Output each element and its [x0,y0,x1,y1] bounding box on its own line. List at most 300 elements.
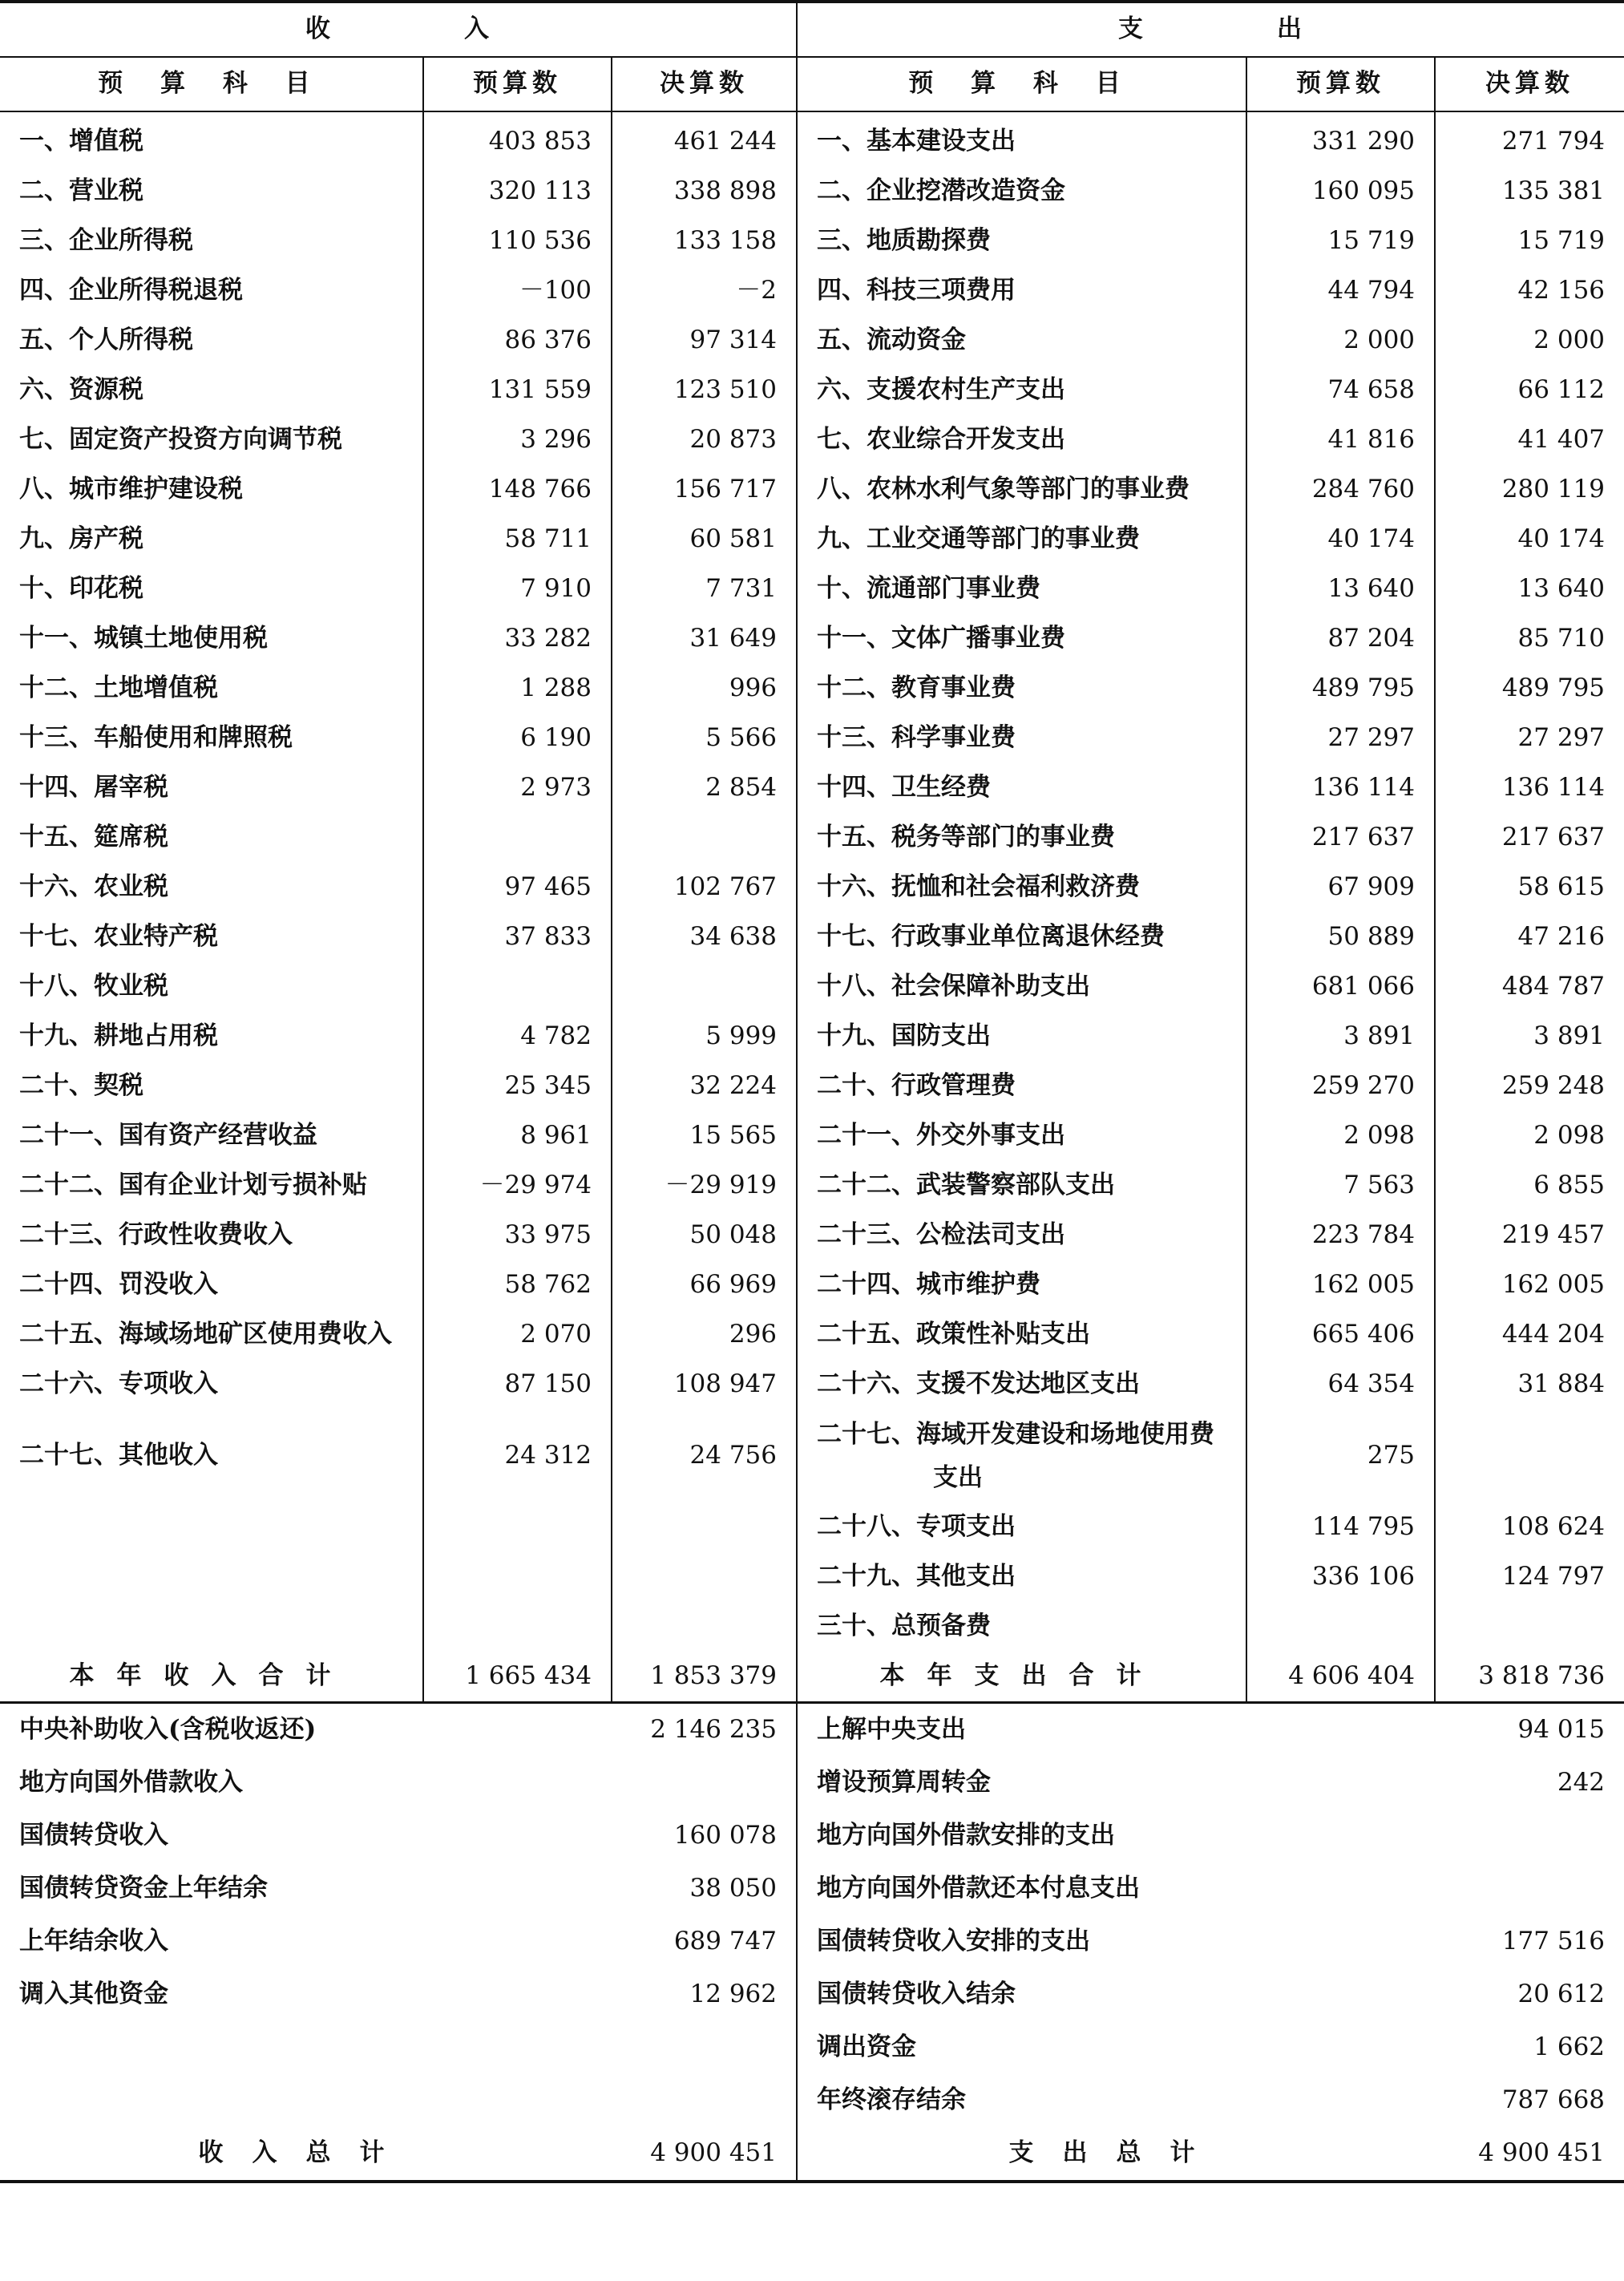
expenditure-item-final: 58 615 [1435,863,1624,912]
income-item-final [612,962,797,1012]
expenditure-balance-value: 20 612 [1517,1980,1606,2009]
income-balance-label [0,2021,612,2074]
income-item-final: 66 969 [612,1260,797,1310]
expenditure-item-label [797,465,1246,515]
expenditure-balance-value [1435,1810,1624,1862]
expenditure-item-label [797,1502,1246,1552]
income-balance-value: 38 050 [689,1874,778,1903]
expenditure-item-final: 47 216 [1435,912,1624,962]
income-item-final: 5 999 [612,1012,797,1062]
expenditure-item-label-text: 十五、税务等部门的事业费 [817,823,1116,852]
income-final-header: 决算数 [612,57,797,111]
income-balance-label: 上年结余收入 [19,1927,168,1956]
income-item-label: 十三、车船使用和牌照税 [19,723,293,753]
balance-row [0,1915,1624,1968]
expenditure-item-budget: 40 174 [1246,515,1435,564]
income-item-budget [423,1602,612,1652]
table-row [0,614,1624,664]
expenditure-balance-label: 上解中央支出 [797,1703,1435,1757]
expenditure-item-budget: 87 204 [1246,614,1435,664]
expenditure-item-label [797,1211,1246,1260]
expenditure-item-label [797,664,1246,714]
table-row [0,415,1624,465]
balance-row [0,1968,1624,2021]
income-item-label: 七、固定资产投资方向调节税 [19,425,342,455]
expenditure-item-label-text: 二十二、武装警察部队支出 [817,1171,1116,1200]
expenditure-item-final: 108 624 [1435,1502,1624,1552]
expenditure-item-budget: 50 889 [1246,912,1435,962]
income-item-budget: 33 282 [423,614,612,664]
income-total-label: 本年收入合计 [0,1652,423,1703]
expenditure-item-final: 85 710 [1435,614,1624,664]
expenditure-grand-total-label: 支出总计 [797,2127,1435,2182]
expenditure-item-label-text: 十四、卫生经费 [817,773,992,803]
expenditure-item-budget: 64 354 [1246,1360,1435,1409]
balance-row [0,1810,1624,1862]
expenditure-item-final: 489 795 [1435,664,1624,714]
expenditure-item-budget: 7 563 [1246,1161,1435,1211]
income-item-budget: 3 296 [423,415,612,465]
expenditure-item-budget: 489 795 [1246,664,1435,714]
income-balance-value [612,1757,797,1810]
table-row [0,1161,1624,1211]
income-item-final: 156 717 [612,465,797,515]
income-item-label: 三、企业所得税 [19,226,193,256]
expenditure-item-label-text: 二十四、城市维护费 [817,1270,1041,1300]
income-item-label: 二十六、专项收入 [19,1369,218,1399]
table-row [0,1260,1624,1310]
income-balance-value [612,2074,797,2127]
income-section-header: 收 入 [0,2,797,57]
expenditure-item-label-text: 二十一、外交外事支出 [817,1121,1066,1151]
table-row [0,167,1624,216]
income-item-label: 二十七、其他收入 [19,1441,218,1470]
income-item-final: 102 767 [612,863,797,912]
expenditure-item-label [797,515,1246,564]
income-item-final: 60 581 [612,515,797,564]
expenditure-item-label [797,962,1246,1012]
expenditure-item-budget: 114 795 [1246,1502,1435,1552]
table-row [0,1211,1624,1260]
income-grand-total-value: 4 900 451 [612,2127,797,2182]
income-item-final [612,813,797,863]
grand-totals [0,2127,1624,2182]
expenditure-balance-label: 地方向国外借款安排的支出 [797,1810,1435,1862]
expenditure-item-label [797,366,1246,415]
balance-row [0,2074,1624,2127]
expenditure-item-label [797,714,1246,763]
income-item-budget [423,1502,612,1552]
income-item-final: 461 244 [612,111,797,167]
annual-total-row [0,1652,1624,1703]
expenditure-item-label [797,1409,1246,1502]
income-balance-value [612,2021,797,2074]
income-item-label: 十六、农业税 [19,872,168,902]
income-item-final: 2 854 [612,763,797,813]
income-grand-total-label: 收入总计 [0,2127,612,2182]
expenditure-item-label-text: 二十九、其他支出 [817,1562,1016,1591]
income-item-budget: 97 465 [423,863,612,912]
income-item-budget: 87 150 [423,1360,612,1409]
expenditure-item-label-text: 二十三、公检法司支出 [817,1220,1066,1250]
income-item-label: 二、营业税 [19,176,143,206]
expenditure-balance-label: 年终滚存结余 [797,2074,1435,2127]
income-item-budget: 58 711 [423,515,612,564]
expenditure-item-budget: 2 000 [1246,316,1435,366]
expenditure-section-header: 支 出 [797,2,1624,57]
income-item-budget: 1 288 [423,664,612,714]
expenditure-item-final [1435,1602,1624,1652]
expenditure-total-label: 本年支出合计 [797,1652,1246,1703]
expenditure-item-budget: 284 760 [1246,465,1435,515]
expenditure-item-label-text: 二十五、政策性补贴支出 [817,1320,1091,1349]
expenditure-item-final: 219 457 [1435,1211,1624,1260]
expenditure-item-final: 162 005 [1435,1260,1624,1310]
expenditure-item-final: 41 407 [1435,415,1624,465]
expenditure-item-budget: 67 909 [1246,863,1435,912]
expenditure-item-label [797,912,1246,962]
expenditure-item-final: 31 884 [1435,1360,1624,1409]
income-item-final [612,1502,797,1552]
expenditure-item-final: 3 891 [1435,1012,1624,1062]
income-item-final: 24 756 [612,1409,797,1502]
income-item-budget: 2 070 [423,1310,612,1360]
table-row [0,1062,1624,1111]
expenditure-item-budget: 223 784 [1246,1211,1435,1260]
annual-totals [0,1652,1624,1703]
expenditure-item-label [797,1360,1246,1409]
income-balance-label: 地方向国外借款收入 [19,1768,243,1798]
table-row [0,1502,1624,1552]
income-item-budget: 131 559 [423,366,612,415]
expenditure-item-label [797,1062,1246,1111]
expenditure-balance-label: 国债转贷收入结余 [797,1968,1435,2021]
expenditure-item-label [797,111,1246,167]
expenditure-balance-value: 1 662 [1533,2032,1606,2062]
expenditure-balance-label: 调出资金 [797,2021,1435,2074]
expenditure-item-final [1435,1409,1624,1502]
income-item-label: 十九、耕地占用税 [19,1021,218,1051]
expenditure-item-label-text: 十二、教育事业费 [817,673,1016,703]
expenditure-balance-label: 增设预算周转金 [797,1757,1435,1810]
expenditure-item-label [797,813,1246,863]
expenditure-subject-header: 预 算 科 目 [797,57,1246,111]
expenditure-item-label [797,1552,1246,1602]
expenditure-item-budget: 259 270 [1246,1062,1435,1111]
expenditure-item-final: 15 719 [1435,216,1624,266]
income-item-final: 15 565 [612,1111,797,1161]
expenditure-item-budget: 160 095 [1246,167,1435,216]
income-item-budget [423,813,612,863]
expenditure-grand-total-value: 4 900 451 [1435,2127,1624,2182]
expenditure-item-final: 2 098 [1435,1111,1624,1161]
income-balance-label: 中央补助收入(含税收返还) [19,1715,317,1745]
expenditure-item-label-text: 二十、行政管理费 [817,1071,1016,1101]
income-item-final [612,1552,797,1602]
table-row [0,216,1624,266]
income-item-budget [423,962,612,1012]
expenditure-balance-label: 地方向国外借款还本付息支出 [797,1862,1435,1915]
expenditure-item-label-text: 八、农林水利气象等部门的事业费 [817,475,1190,504]
table-row [0,366,1624,415]
income-item-label: 十八、牧业税 [19,972,168,1001]
income-item-budget: 37 833 [423,912,612,962]
income-item-budget: －100 [423,266,612,316]
expenditure-item-label [797,1111,1246,1161]
expenditure-item-budget: 331 290 [1246,111,1435,167]
income-item-label: 十七、农业特产税 [19,922,218,952]
expenditure-item-label-text: 十三、科学事业费 [817,723,1016,753]
income-item-budget: 6 190 [423,714,612,763]
income-item-budget: 58 762 [423,1260,612,1310]
expenditure-balance-value: 242 [1557,1768,1606,1798]
expenditure-item-label-continued: 支出 [933,1463,984,1492]
income-item-label: 四、企业所得税退税 [19,276,243,305]
income-item-label: 二十一、国有资产经营收益 [19,1121,317,1151]
expenditure-item-final: 135 381 [1435,167,1624,216]
expenditure-item-label-text: 二十八、专项支出 [817,1512,1016,1542]
expenditure-item-final: 124 797 [1435,1552,1624,1602]
table-row [0,1111,1624,1161]
income-budget-header: 预算数 [423,57,612,111]
income-item-label: 二十、契税 [19,1071,143,1101]
table-row [0,1602,1624,1652]
income-item-final: 123 510 [612,366,797,415]
table-row [0,714,1624,763]
income-item-label [0,1552,423,1602]
balance-row [0,2021,1624,2074]
income-item-label: 二十二、国有企业计划亏损补贴 [19,1171,367,1200]
expenditure-balance-value: 177 516 [1501,1927,1606,1956]
expenditure-item-final: 217 637 [1435,813,1624,863]
income-balance-value: 2 146 235 [650,1715,778,1745]
expenditure-item-budget: 665 406 [1246,1310,1435,1360]
income-item-label: 十二、土地增值税 [19,673,218,703]
income-balance-label [0,2074,612,2127]
income-item-budget: 4 782 [423,1012,612,1062]
income-total-final: 1 853 379 [612,1652,797,1703]
table-row [0,1552,1624,1602]
expenditure-item-label [797,1260,1246,1310]
grand-total-row [0,2127,1624,2182]
table-row [0,266,1624,316]
income-item-budget: 24 312 [423,1409,612,1502]
expenditure-item-label [797,1012,1246,1062]
expenditure-item-budget: 3 891 [1246,1012,1435,1062]
income-item-budget: 25 345 [423,1062,612,1111]
expenditure-item-label-text: 六、支援农村生产支出 [817,375,1066,405]
income-item-budget: 86 376 [423,316,612,366]
expenditure-item-label-text: 九、工业交通等部门的事业费 [817,524,1141,554]
expenditure-item-budget [1246,1602,1435,1652]
expenditure-item-label-text: 三、地质勘探费 [817,226,992,256]
expenditure-item-label-text: 七、农业综合开发支出 [817,425,1066,455]
income-item-label: 二十四、罚没收入 [19,1270,218,1300]
income-item-label: 二十三、行政性收费收入 [19,1220,293,1250]
income-item-label: 十一、城镇土地使用税 [19,624,268,653]
expenditure-final-header: 决算数 [1435,57,1624,111]
expenditure-item-label-text: 二十七、海域开发建设和场地使用费 [817,1419,1215,1449]
expenditure-balance-value [1435,1862,1624,1915]
expenditure-item-budget: 162 005 [1246,1260,1435,1310]
expenditure-item-label [797,763,1246,813]
income-balance-value: 12 962 [689,1980,778,2009]
income-total-budget: 1 665 434 [423,1652,612,1703]
expenditure-item-budget: 15 719 [1246,216,1435,266]
expenditure-item-label-text: 四、科技三项费用 [817,276,1016,305]
expenditure-item-final: 40 174 [1435,515,1624,564]
expenditure-total-budget: 4 606 404 [1246,1652,1435,1703]
table-row [0,813,1624,863]
table-row [0,1310,1624,1360]
expenditure-item-label [797,415,1246,465]
income-item-budget: 2 973 [423,763,612,813]
income-item-final: －29 919 [612,1161,797,1211]
income-item-label: 八、城市维护建设税 [19,475,243,504]
expenditure-item-final: 444 204 [1435,1310,1624,1360]
expenditure-item-final: 66 112 [1435,366,1624,415]
table-row [0,664,1624,714]
expenditure-budget-header: 预算数 [1246,57,1435,111]
income-item-final: 296 [612,1310,797,1360]
balance-row [0,1703,1624,1757]
expenditure-item-label [797,863,1246,912]
income-subject-header: 预 算 科 目 [0,57,423,111]
income-item-budget: 320 113 [423,167,612,216]
income-balance-value: 160 078 [673,1821,778,1850]
table-row [0,515,1624,564]
table-row [0,316,1624,366]
balance-items [0,1703,1624,2128]
expenditure-item-budget: 27 297 [1246,714,1435,763]
table-row [0,1360,1624,1409]
section-header-row [0,2,1624,57]
expenditure-item-final: 2 000 [1435,316,1624,366]
expenditure-item-budget: 275 [1246,1409,1435,1502]
income-item-label: 十、印花税 [19,574,143,604]
income-item-label: 一、增值税 [19,127,143,156]
income-item-label: 六、资源税 [19,375,143,405]
income-balance-value: 689 747 [673,1927,778,1956]
table-row [0,465,1624,515]
income-item-final: 338 898 [612,167,797,216]
table-row [0,912,1624,962]
income-item-label: 十四、屠宰税 [19,773,168,803]
income-item-label: 九、房产税 [19,524,143,554]
income-item-budget: 110 536 [423,216,612,266]
expenditure-item-budget: 13 640 [1246,564,1435,614]
income-item-final: 996 [612,664,797,714]
expenditure-item-label-text: 十八、社会保障补助支出 [817,972,1091,1001]
expenditure-item-budget: 41 816 [1246,415,1435,465]
expenditure-item-label-text: 十六、抚恤和社会福利救济费 [817,872,1141,902]
expenditure-item-label-text: 三十、总预备费 [817,1612,992,1641]
expenditure-item-final: 271 794 [1435,111,1624,167]
expenditure-item-label [797,564,1246,614]
expenditure-item-label [797,167,1246,216]
income-item-budget: 33 975 [423,1211,612,1260]
income-item-final: 7 731 [612,564,797,614]
income-item-label [0,1502,423,1552]
balance-row [0,1862,1624,1915]
income-item-budget: 8 961 [423,1111,612,1161]
expenditure-item-final: 136 114 [1435,763,1624,813]
income-balance-label: 调入其他资金 [19,1980,168,2009]
expenditure-item-final: 6 855 [1435,1161,1624,1211]
income-item-final: 31 649 [612,614,797,664]
expenditure-item-label-text: 十九、国防支出 [817,1021,992,1051]
expenditure-item-budget: 136 114 [1246,763,1435,813]
income-item-final: 133 158 [612,216,797,266]
expenditure-item-budget: 2 098 [1246,1111,1435,1161]
expenditure-item-label-text: 五、流动资金 [817,326,967,355]
table-row [0,564,1624,614]
income-item-final: 5 566 [612,714,797,763]
expenditure-item-final: 259 248 [1435,1062,1624,1111]
expenditure-item-final: 27 297 [1435,714,1624,763]
expenditure-item-budget: 74 658 [1246,366,1435,415]
expenditure-item-label [797,1310,1246,1360]
expenditure-item-budget: 44 794 [1246,266,1435,316]
income-item-final: －2 [612,266,797,316]
expenditure-item-label-text: 十、流通部门事业费 [817,574,1041,604]
income-item-budget: 7 910 [423,564,612,614]
expenditure-item-final: 484 787 [1435,962,1624,1012]
expenditure-item-label [797,614,1246,664]
income-item-budget: 148 766 [423,465,612,515]
column-header-row [0,57,1624,111]
expenditure-item-label [797,316,1246,366]
income-item-final: 34 638 [612,912,797,962]
table-row [0,111,1624,167]
expenditure-item-final: 280 119 [1435,465,1624,515]
income-item-final: 50 048 [612,1211,797,1260]
expenditure-item-label-text: 二、企业挖潜改造资金 [817,176,1066,206]
income-item-label: 五、个人所得税 [19,326,193,355]
income-item-label: 十五、筵席税 [19,823,168,852]
expenditure-item-label-text: 一、基本建设支出 [817,127,1016,156]
income-balance-label: 国债转贷收入 [19,1821,168,1850]
expenditure-item-label-text: 十七、行政事业单位离退休经费 [817,922,1165,952]
table-row [0,1409,1624,1502]
expenditure-item-budget: 217 637 [1246,813,1435,863]
income-item-budget: 403 853 [423,111,612,167]
expenditure-item-budget: 681 066 [1246,962,1435,1012]
line-items [0,111,1624,1652]
table-row [0,962,1624,1012]
income-item-label: 二十五、海域场地矿区使用费收入 [19,1320,392,1349]
expenditure-total-final: 3 818 736 [1435,1652,1624,1703]
expenditure-item-label-text: 十一、文体广播事业费 [817,624,1066,653]
expenditure-balance-value: 787 668 [1501,2085,1606,2115]
expenditure-balance-value: 94 015 [1517,1715,1606,1745]
expenditure-item-label-text: 二十六、支援不发达地区支出 [817,1369,1141,1399]
expenditure-balance-label: 国债转贷收入安排的支出 [797,1915,1435,1968]
expenditure-item-final: 42 156 [1435,266,1624,316]
income-item-final: 97 314 [612,316,797,366]
income-item-final: 32 224 [612,1062,797,1111]
income-item-budget: －29 974 [423,1161,612,1211]
income-item-final: 108 947 [612,1360,797,1409]
income-item-final [612,1602,797,1652]
expenditure-item-label [797,1602,1246,1652]
expenditure-item-label [797,1161,1246,1211]
table-row [0,863,1624,912]
expenditure-item-label [797,266,1246,316]
expenditure-item-label [797,216,1246,266]
income-balance-label: 国债转贷资金上年结余 [19,1874,268,1903]
income-item-final: 20 873 [612,415,797,465]
